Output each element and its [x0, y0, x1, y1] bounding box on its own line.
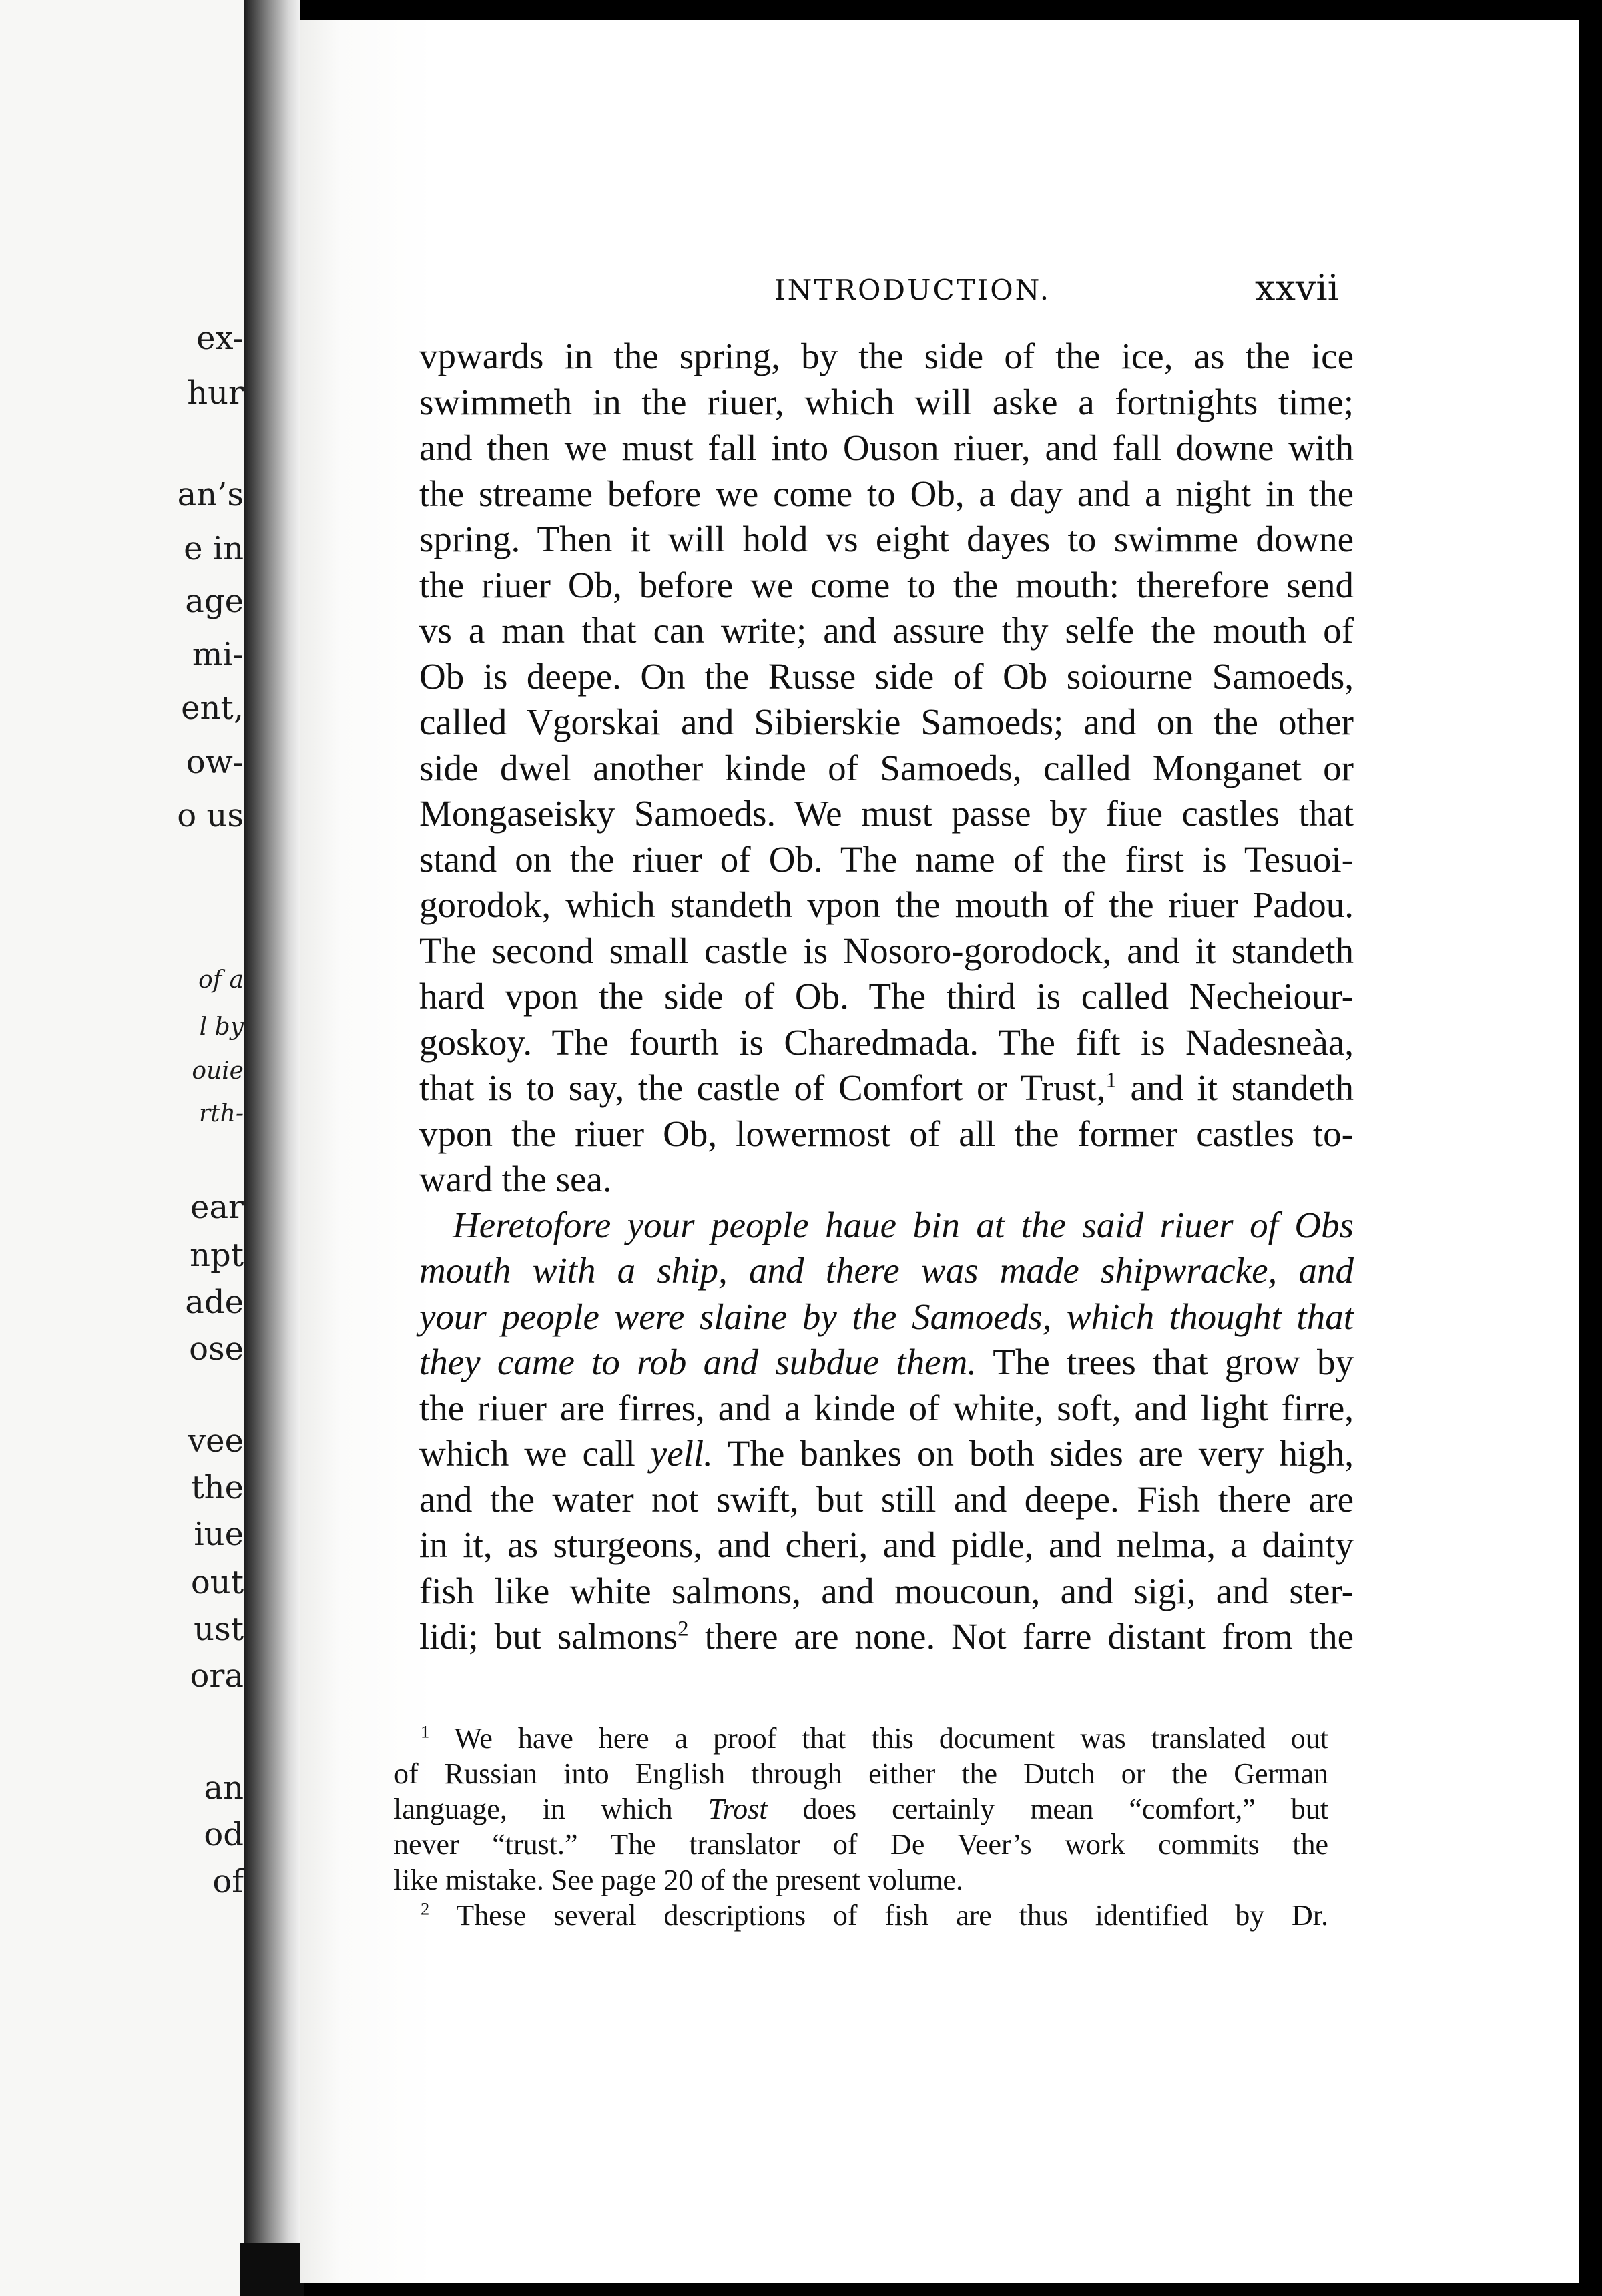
main-text — [419, 334, 1354, 1660]
left-page-fragment: out — [190, 1564, 244, 1601]
left-page-fragment: l by — [199, 1013, 244, 1041]
text-line: in it, as sturgeons, and cheri, and pidle, and nelma, a dainty — [419, 1524, 1354, 1565]
left-page-fragment: npt — [190, 1237, 244, 1274]
left-page-fragment: an’s — [177, 476, 244, 513]
text-segment: language, in which — [394, 1793, 708, 1825]
left-page-fragment: ade — [185, 1283, 244, 1321]
binding-gutter-bottom — [240, 2243, 304, 2296]
text-line: ward the sea. — [419, 1159, 612, 1199]
footnote-reference[interactable]: 2 — [678, 1617, 689, 1641]
text-segment: The bankes on both sides are very high, — [712, 1433, 1354, 1474]
italic-text-line: your people were slaine by the Samoeds, which thought that — [419, 1296, 1354, 1337]
left-page-fragment: ust — [194, 1611, 244, 1648]
text-line: vpwards in the spring, by the side of the ice, as the ice — [419, 336, 1354, 376]
binding-gutter-shadow — [244, 0, 300, 2296]
text-segment: These several descriptions of fish are thus identified by Dr. — [429, 1899, 1328, 1932]
text-segment: there are none. Not farre distant from the — [688, 1616, 1354, 1657]
left-page-fragment: rth- — [198, 1100, 244, 1127]
text-segment: which we call — [419, 1433, 651, 1474]
footnote-marker: 2 — [421, 1898, 430, 1919]
text-line — [419, 1431, 1354, 1477]
text-line: Mongaseisky Samoeds. We must passe by fiue castles that — [419, 793, 1354, 834]
left-page-fragment: ose — [189, 1330, 244, 1368]
text-line: gorodok, which standeth vpon the mouth of the riuer Padou. — [419, 884, 1354, 925]
text-line: Ob is deepe. On the Russe side of Ob soiourne Samoeds, — [419, 655, 1354, 697]
text-line: spring. Then it will hold vs eight dayes to swimme downe — [419, 519, 1354, 559]
footnote-line — [394, 1721, 1328, 1756]
footnote-line — [394, 1898, 1328, 1933]
footnote-line: never “trust.” The translator of De Veer’s work commits the — [394, 1828, 1328, 1861]
left-page-fragment: ow- — [186, 744, 244, 781]
text-line: goskoy. The fourth is Charedmada. The fift is Nadesneàa, — [419, 1021, 1354, 1063]
left-page-fragment: vee — [188, 1422, 244, 1460]
text-line: vpon the riuer Ob, lowermost of all the former castles to- — [419, 1113, 1354, 1154]
left-page-fragment: an — [204, 1769, 244, 1807]
text-line: called Vgorskai and Sibierskie Samoeds; and on the other — [419, 701, 1354, 742]
left-page-fragment: mi- — [192, 636, 244, 673]
text-line — [419, 1614, 1354, 1660]
left-page-fragment: hur — [187, 374, 244, 412]
text-line: the riuer Ob, before we come to the mouth: therefore send — [419, 564, 1354, 605]
italic-segment: yell. — [650, 1433, 713, 1474]
text-line — [419, 1065, 1354, 1111]
text-segment: does certainly mean “comfort,” but — [767, 1793, 1328, 1825]
left-page-fragment: age — [185, 583, 244, 620]
text-line: the riuer are firres, and a kinde of white, soft, and light firre, — [419, 1387, 1354, 1428]
running-title: INTRODUCTION. — [774, 274, 1051, 306]
left-page-fragment: iue — [194, 1516, 244, 1553]
left-page-fragment: ouie — [192, 1057, 244, 1085]
text-line: hard vpon the side of Ob. The third is called Necheiour- — [419, 976, 1354, 1017]
text-segment: lidi; but salmons — [419, 1616, 678, 1657]
text-line: swimmeth in the riuer, which will aske a fortnights time; — [419, 381, 1354, 422]
left-page-fragment: ear — [190, 1189, 244, 1226]
footnote-line — [394, 1791, 1328, 1827]
text-line: The second small castle is Nosoro-gorodock, and it standeth — [419, 930, 1354, 971]
text-line: the streame before we come to Ob, a day and a night in the — [419, 473, 1354, 514]
left-page-fragment: ora — [190, 1657, 244, 1695]
text-line: fish like white salmons, and moucoun, and sigi, and ster- — [419, 1570, 1354, 1611]
footnote-line: of Russian into English through either the Dutch or the German — [394, 1757, 1328, 1790]
page-number: xxvii — [1255, 267, 1339, 309]
footnote-marker: 1 — [421, 1721, 430, 1742]
italic-segment: they came to rob and subdue them. — [419, 1342, 977, 1382]
italic-text-line: mouth with a ship, and there was made shipwracke, and — [419, 1250, 1354, 1291]
text-segment: and it standeth — [1116, 1067, 1354, 1108]
left-page-fragment: od — [204, 1816, 244, 1853]
left-page-fragment: o us — [177, 797, 244, 834]
left-page-fragment: ent, — [181, 689, 244, 727]
left-page-fragment: e in — [184, 530, 244, 567]
italic-segment: Trost — [708, 1793, 768, 1825]
italic-text-line: Heretofore your people haue bin at the said riuer of Obs — [453, 1204, 1354, 1245]
text-line — [419, 1340, 1354, 1386]
footnote-line: like mistake. See page 20 of the present volume. — [394, 1863, 963, 1896]
text-segment: The trees that grow by — [977, 1342, 1354, 1382]
text-line: and then we must fall into Ouson riuer, and fall downe with — [419, 427, 1354, 468]
text-line: vs a man that can write; and assure thy selfe the mouth of — [419, 610, 1354, 651]
footnote-reference[interactable]: 1 — [1105, 1068, 1117, 1093]
left-facing-page — [0, 0, 244, 2296]
left-page-fragment: ex- — [196, 320, 244, 357]
text-segment: We have here a proof that this document was translated out — [429, 1722, 1328, 1755]
left-page-fragment: the — [191, 1469, 244, 1506]
text-line: stand on the riuer of Ob. The name of the first is Tesuoi- — [419, 838, 1354, 880]
text-line: side dwel another kinde of Samoeds, called Monganet or — [419, 747, 1354, 788]
left-page-fragment: of a — [198, 966, 244, 994]
text-line: and the water not swift, but still and deepe. Fish there are — [419, 1478, 1354, 1520]
text-segment: that is to say, the castle of Comfort or Trust, — [419, 1067, 1106, 1108]
page-header — [427, 260, 1362, 307]
scan-border-right — [1579, 0, 1602, 2296]
left-page-fragment: of — [212, 1863, 244, 1900]
footnotes — [394, 1721, 1328, 1933]
